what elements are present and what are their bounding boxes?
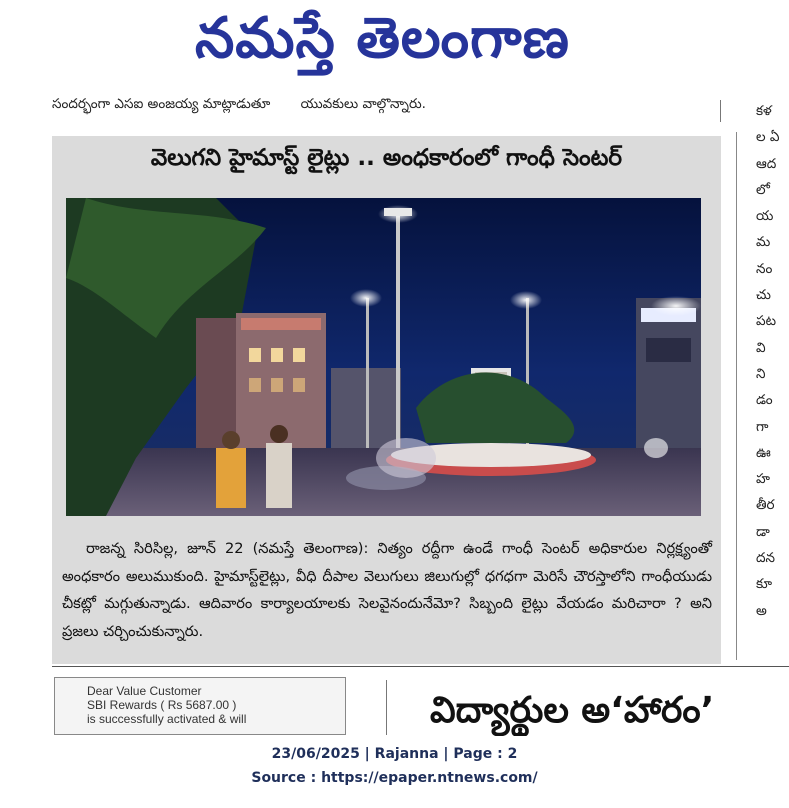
right-col-line: తీర — [756, 497, 775, 514]
right-col-line: ఆద — [756, 155, 777, 172]
tail-text-1: సందర్భంగా ఎసఐ అంజయ్య మాట్లాడుతూ — [52, 96, 271, 112]
right-col-line: పట — [756, 313, 777, 330]
right-col-line: య — [756, 208, 774, 225]
second-article-headline: విద్యార్థుల అ‘హారం’ — [430, 690, 715, 731]
article-body — [62, 535, 712, 645]
article-headline: వెలుగని హైమాస్ట్ లైట్లు .. అంధకారంలో గాంధీ సెంటర్ — [150, 145, 623, 171]
right-col-line: ల ఏ — [756, 129, 780, 146]
section-divider — [52, 666, 789, 667]
right-col-line: మ — [756, 234, 771, 251]
right-col-line: డా — [756, 523, 770, 540]
right-col-line: అ — [756, 602, 767, 619]
column-divider-right — [736, 132, 737, 660]
ad-line-1: Dear Value Customer — [87, 684, 202, 698]
right-col-line: చు — [756, 287, 771, 304]
right-col-line: ఊ — [756, 444, 771, 461]
ad-line-2: SBI Rewards ( Rs 5687.00 ) — [87, 698, 237, 712]
right-col-line: గా — [756, 418, 769, 435]
sms-ad-clipping — [54, 677, 346, 735]
right-col-line: నం — [756, 260, 773, 277]
previous-article-tail — [52, 96, 452, 115]
footer-source: Source : https://epaper.ntnews.com/ — [251, 770, 538, 786]
tail-text-2: యువకులు వాల్గొన్నారు. — [300, 96, 426, 112]
night-street-photo-icon — [66, 198, 701, 516]
column-divider-bottom — [386, 680, 387, 735]
right-col-line: ని — [756, 365, 766, 382]
column-divider — [720, 100, 721, 122]
right-col-line: డం — [756, 392, 773, 409]
article-photo — [66, 198, 701, 516]
right-column-clipped — [756, 98, 789, 658]
right-col-line: కూ — [756, 576, 773, 593]
footer-date-edition-page: 23/06/2025 | Rajanna | Page : 2 — [271, 746, 518, 762]
article-body-paragraph: రాజన్న సిరిసిల్ల, జూన్ 22 (నమస్తే తెలంగాణ): నిత్యం రద్దీగా ఉండే గాంధీ సెంటర్ అధికారుల నిర్లక్ష్యంతో అంధకారం అలుముకుంది. హైమాస్ట్‌లైట్లు, వీధి దీపాల వెలుగులు జిలుగుల్లో ధగధగా మెరిసే చౌరస్తాలోని గాంధీయుడు చీకట్లో మగ్గుతున్నాడు. ఆదివారం కార్యాలయాలకు సెలవైనందునేమో? సిబ్బంది లైట్లు వేయడం మరిచారా ? అని ప్రజలు చర్చించుకున్నారు. — [62, 540, 712, 640]
right-col-line: లో — [756, 181, 770, 198]
right-col-line: హ — [756, 471, 770, 488]
right-col-line: వి — [756, 339, 766, 356]
masthead — [0, 0, 789, 82]
masthead-title: నమస్తే తెలంగాణ — [195, 6, 570, 71]
ad-line-3: is successfully activated & will — [87, 712, 247, 726]
right-col-line: దన — [756, 550, 776, 567]
right-col-line: కళ — [756, 103, 772, 119]
